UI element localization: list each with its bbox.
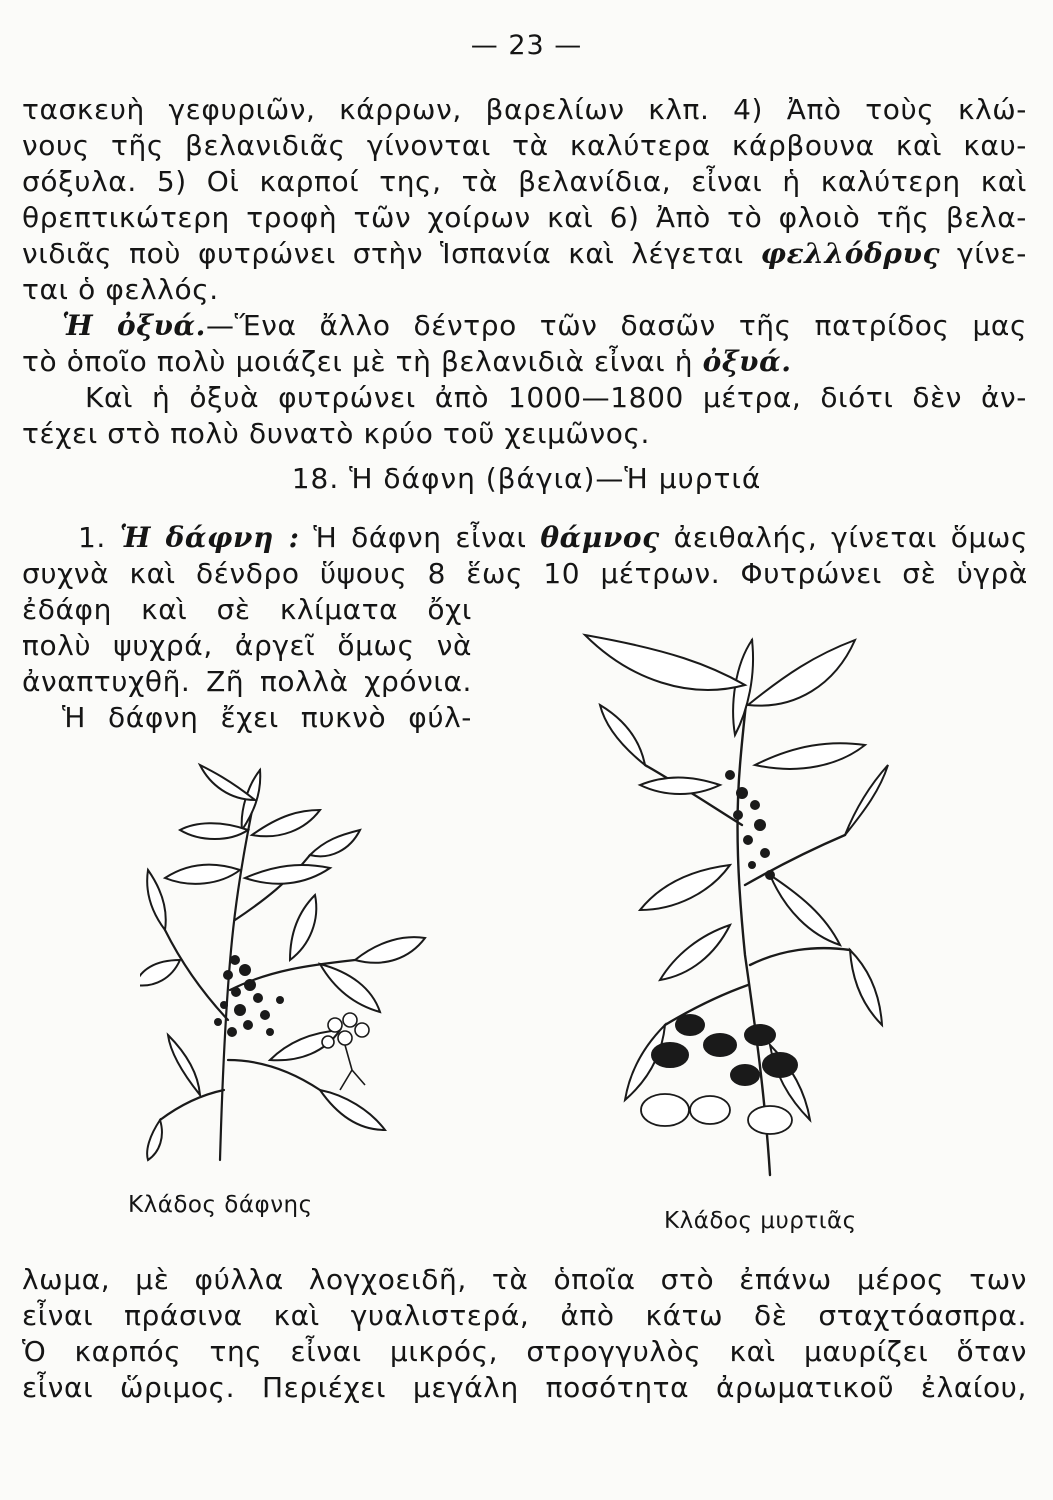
text-span: —Ἕνα ἄλλο δέντρο τῶν δασῶν τῆς πατρίδος μας	[206, 309, 1027, 342]
text-span: νιδιᾶς ποὺ φυτρώνει στὴν Ἱσπανία καὶ λέγεται	[22, 237, 761, 270]
text-line: θρεπτικώτερη τροφὴ τῶν χοίρων καὶ 6) Ἀπὸ τὸ φλοιὸ τῆς βελα-	[22, 201, 1027, 234]
page-number: — 23 —	[470, 30, 583, 61]
text-line: ἐδάφη καὶ σὲ κλίματα ὄχι	[22, 593, 472, 626]
dafni-title: Ἡ δάφνη :	[119, 521, 300, 554]
term-oxya: ὀξυά.	[702, 345, 792, 378]
text-line: Ὁ καρπός της εἶναι μικρός, στρογγυλὸς καὶ μαυρίζει ὅταν	[22, 1335, 1027, 1368]
myrtle-branch-illustration	[570, 625, 890, 1185]
text-span: ἀειθαλής, γίνεται ὅμως	[659, 521, 1028, 554]
text-line: συχνὰ καὶ δένδρο ὕψους 8 ἕως 10 μέτρων. Φυτρώνει σὲ ὑγρὰ	[22, 557, 1028, 590]
term-thamnos: θάμνος	[540, 521, 660, 554]
text-line	[62, 308, 1027, 344]
section-heading: 18. Ἡ δάφνη (βάγια)—Ἡ μυρτιά	[291, 462, 762, 495]
oxya-title: Ἡ ὀξυά.	[62, 309, 207, 342]
text-line: τασκευὴ γεφυριῶν, κάρρων, βαρελίων κλπ. 4) Ἀπὸ τοὺς κλώ-	[22, 93, 1027, 126]
text-line: ἀναπτυχθῆ. Ζῆ πολλὰ χρόνια.	[22, 665, 472, 698]
text-span: 1.	[78, 521, 120, 554]
text-span: τὸ ὁποῖο πολὺ μοιάζει μὲ τὴ βελανιδιὰ εἶναι ἡ	[22, 345, 703, 378]
right-figure-caption: Κλάδος μυρτιᾶς	[664, 1208, 857, 1234]
laurel-branch-illustration	[140, 760, 440, 1170]
left-figure-caption: Κλάδος δάφνης	[128, 1192, 313, 1218]
text-span: Ἡ δάφνη εἶναι	[299, 521, 541, 554]
text-line: ται ὁ φελλός.	[22, 273, 219, 306]
text-line: σόξυλα. 5) Οἱ καρποί της, τὰ βελανίδια, εἶναι ἡ καλύτερη καὶ	[22, 165, 1027, 198]
text-line: τέχει στὸ πολὺ δυνατὸ κρύο τοῦ χειμῶνος.	[22, 417, 651, 450]
text-line: νους τῆς βελανιδιᾶς γίνονται τὰ καλύτερα κάρβουνα καὶ καυ-	[22, 129, 1027, 162]
term-fellodrys: φελλόδρυς	[760, 237, 941, 270]
text-line	[22, 236, 1027, 272]
text-line	[78, 520, 1028, 556]
text-line: εἶναι πράσινα καὶ γυαλιστερά, ἀπὸ κάτω δὲ σταχτόασπρα.	[22, 1299, 1027, 1332]
text-line: λωμα, μὲ φύλλα λογχοειδῆ, τὰ ὁποῖα στὸ ἐπάνω μέρος των	[22, 1263, 1027, 1296]
text-line: εἶναι ὥριμος. Περιέχει μεγάλη ποσότητα ἀρωματικοῦ ἐλαίου,	[22, 1371, 1027, 1404]
text-line: Καὶ ἡ ὀξυὰ φυτρώνει ἀπὸ 1000—1800 μέτρα, διότι δὲν ἀν-	[85, 381, 1027, 414]
text-line: Ἡ δάφνη ἔχει πυκνὸ φύλ-	[62, 701, 472, 734]
text-span: γίνε-	[940, 237, 1027, 270]
text-line	[22, 344, 792, 380]
text-line: πολὺ ψυχρά, ἀργεῖ ὅμως νὰ	[22, 629, 472, 662]
